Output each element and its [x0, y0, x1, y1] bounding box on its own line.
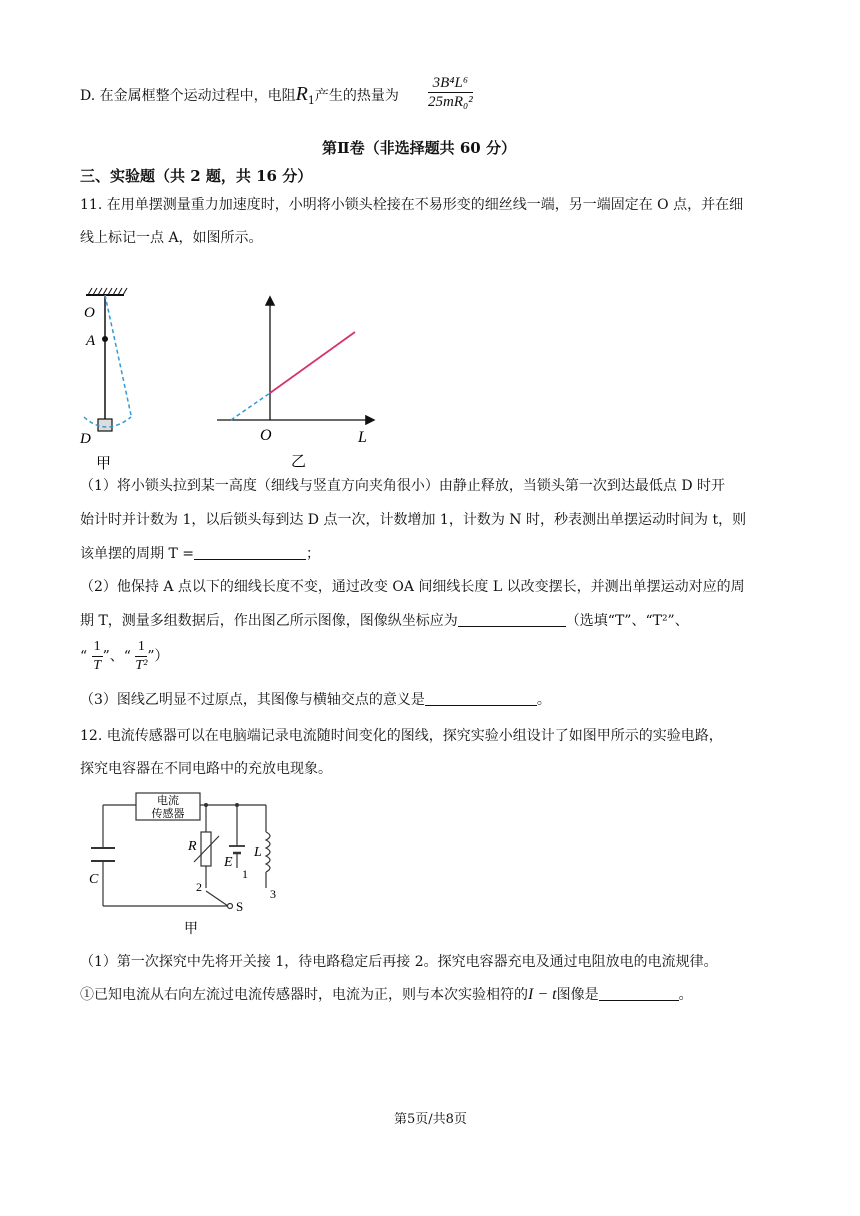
q12-p1-line2: [80, 985, 693, 1005]
label-o-yi: O: [260, 427, 272, 444]
label-2: 2: [196, 880, 202, 894]
q11-p2-line2-prefix: 期 T，测量多组数据后，作出图乙所示图像，图像纵坐标应为: [80, 613, 458, 629]
option-one-over-t-squared: [135, 638, 147, 675]
answer-blank-period[interactable]: [194, 545, 306, 560]
label-d-jia: D: [80, 431, 91, 447]
q11-line2: 线上标记一点 A，如图所示。: [80, 230, 263, 246]
circuit-figure: [86, 788, 286, 940]
q11-p3-prefix: （3）图线乙明显不过原点，其图像与横轴交点的意义是: [80, 692, 425, 708]
label-c: C: [89, 872, 99, 887]
heat-formula-numerator: 3B⁴L⁶: [428, 74, 473, 93]
q11-line1: 11. 在用单摆测量重力加速度时，小明将小锁头栓接在不易形变的细丝线一端，另一端固定在 O 点，并在细: [80, 197, 744, 213]
q12-line2: 探究电容器在不同电路中的充放电现象。: [80, 761, 332, 777]
label-l: L: [254, 845, 262, 860]
q11-p2-line2-suffix: （选填“T”、“T²”、: [565, 613, 689, 629]
heat-formula-denominator: 25mR₀²: [428, 94, 473, 110]
swung-string: [105, 295, 131, 415]
option-one-over-t-squared-den: T²: [135, 658, 148, 673]
caption-yi: 乙: [291, 454, 307, 470]
option-one-over-t-den: T: [93, 658, 102, 673]
label-o-jia: O: [84, 305, 95, 321]
quote-open: “: [80, 648, 88, 665]
answer-blank-intercept[interactable]: [425, 691, 537, 706]
answer-blank-ordinate[interactable]: [458, 612, 566, 627]
option-d-prefix: D. 在金属框整个运动过程中，电阻: [80, 88, 296, 104]
extrapolated-line: [231, 393, 270, 420]
graph-figure: [215, 292, 390, 472]
heat-formula: [428, 74, 473, 111]
page-footer: 第5页/共8页: [394, 1112, 467, 1127]
q11-p2-line3: [80, 638, 169, 675]
section-title: 第Ⅱ卷（非选择题共 60 分）: [322, 139, 516, 157]
q11-p1-line3: [80, 544, 320, 564]
caption-jia: 甲: [96, 456, 112, 472]
q12-p1-line2-prefix: ①已知电流从右向左流过电流传感器时，电流为正，则与本次实验相符的: [80, 987, 528, 1003]
lock-weight: [98, 419, 112, 431]
q11-p3-suffix: 。: [536, 692, 551, 708]
quote-sep: ”、“: [102, 648, 131, 665]
q11-p3: [80, 690, 551, 710]
label-l-yi: L: [358, 429, 367, 446]
graph-line: [270, 332, 355, 393]
q11-p2-line2: [80, 611, 689, 631]
pendulum-figure: [76, 285, 156, 475]
q11-p1-line1: （1）将小锁头拉到某一高度（细线与竖直方向夹角很小）由静止释放，当锁头第一次到达最低点 D 时开: [80, 478, 726, 494]
option-one-over-t-squared-num: 1: [135, 638, 147, 657]
q12-line1: 12. 电流传感器可以在电脑端记录电流随时间变化的图线，探究实验小组设计了如图甲所示的实验电路，: [80, 728, 723, 744]
section-heading: 三、实验题（共 2 题，共 16 分）: [80, 167, 313, 185]
resistor-subscript: 1: [307, 93, 315, 107]
answer-blank-graph[interactable]: [599, 986, 679, 1001]
q12-p1-line1: （1）第一次探究中先将开关接 1，待电路稳定后再接 2。探究电容器充电及通过电阻放电的电流规律。: [80, 954, 718, 970]
label-e: E: [224, 855, 233, 870]
label-1: 1: [242, 867, 248, 881]
option-one-over-t: [92, 638, 103, 675]
point-a-dot: [102, 336, 108, 342]
q11-p1-line3-suffix: ；: [305, 546, 320, 562]
q12-p1-line2-suffix: 图像是: [556, 987, 599, 1003]
sensor-label-2: 传感器: [151, 808, 185, 820]
label-r: R: [188, 839, 197, 854]
label-a-jia: A: [86, 333, 96, 349]
q11-p1-line2: 始计时并计数为 1，以后锁头每到达 D 点一次，计数增加 1，计数为 N 时，秒表测出单摆运动时间为 t，则: [80, 512, 747, 528]
quote-close: ”）: [147, 648, 169, 665]
q11-p1-line3-prefix: 该单摆的周期 T =: [80, 546, 194, 562]
label-3: 3: [270, 887, 276, 901]
resistor-symbol: R: [295, 83, 308, 105]
q11-p2-line1: （2）他保持 A 点以下的细线长度不变，通过改变 OA 间细线长度 L 以改变摆长，并测出单摆运动对应的周: [80, 579, 745, 595]
label-s: S: [236, 899, 244, 914]
option-d: [80, 84, 399, 111]
sensor-label-1: 电流: [157, 795, 179, 807]
option-one-over-t-num: 1: [92, 638, 103, 657]
i-t-formula: I − t: [528, 986, 557, 1003]
option-d-suffix: 产生的热量为: [314, 88, 399, 104]
caption-circuit: 甲: [184, 922, 198, 937]
q12-p1-line2-end: 。: [678, 987, 693, 1003]
